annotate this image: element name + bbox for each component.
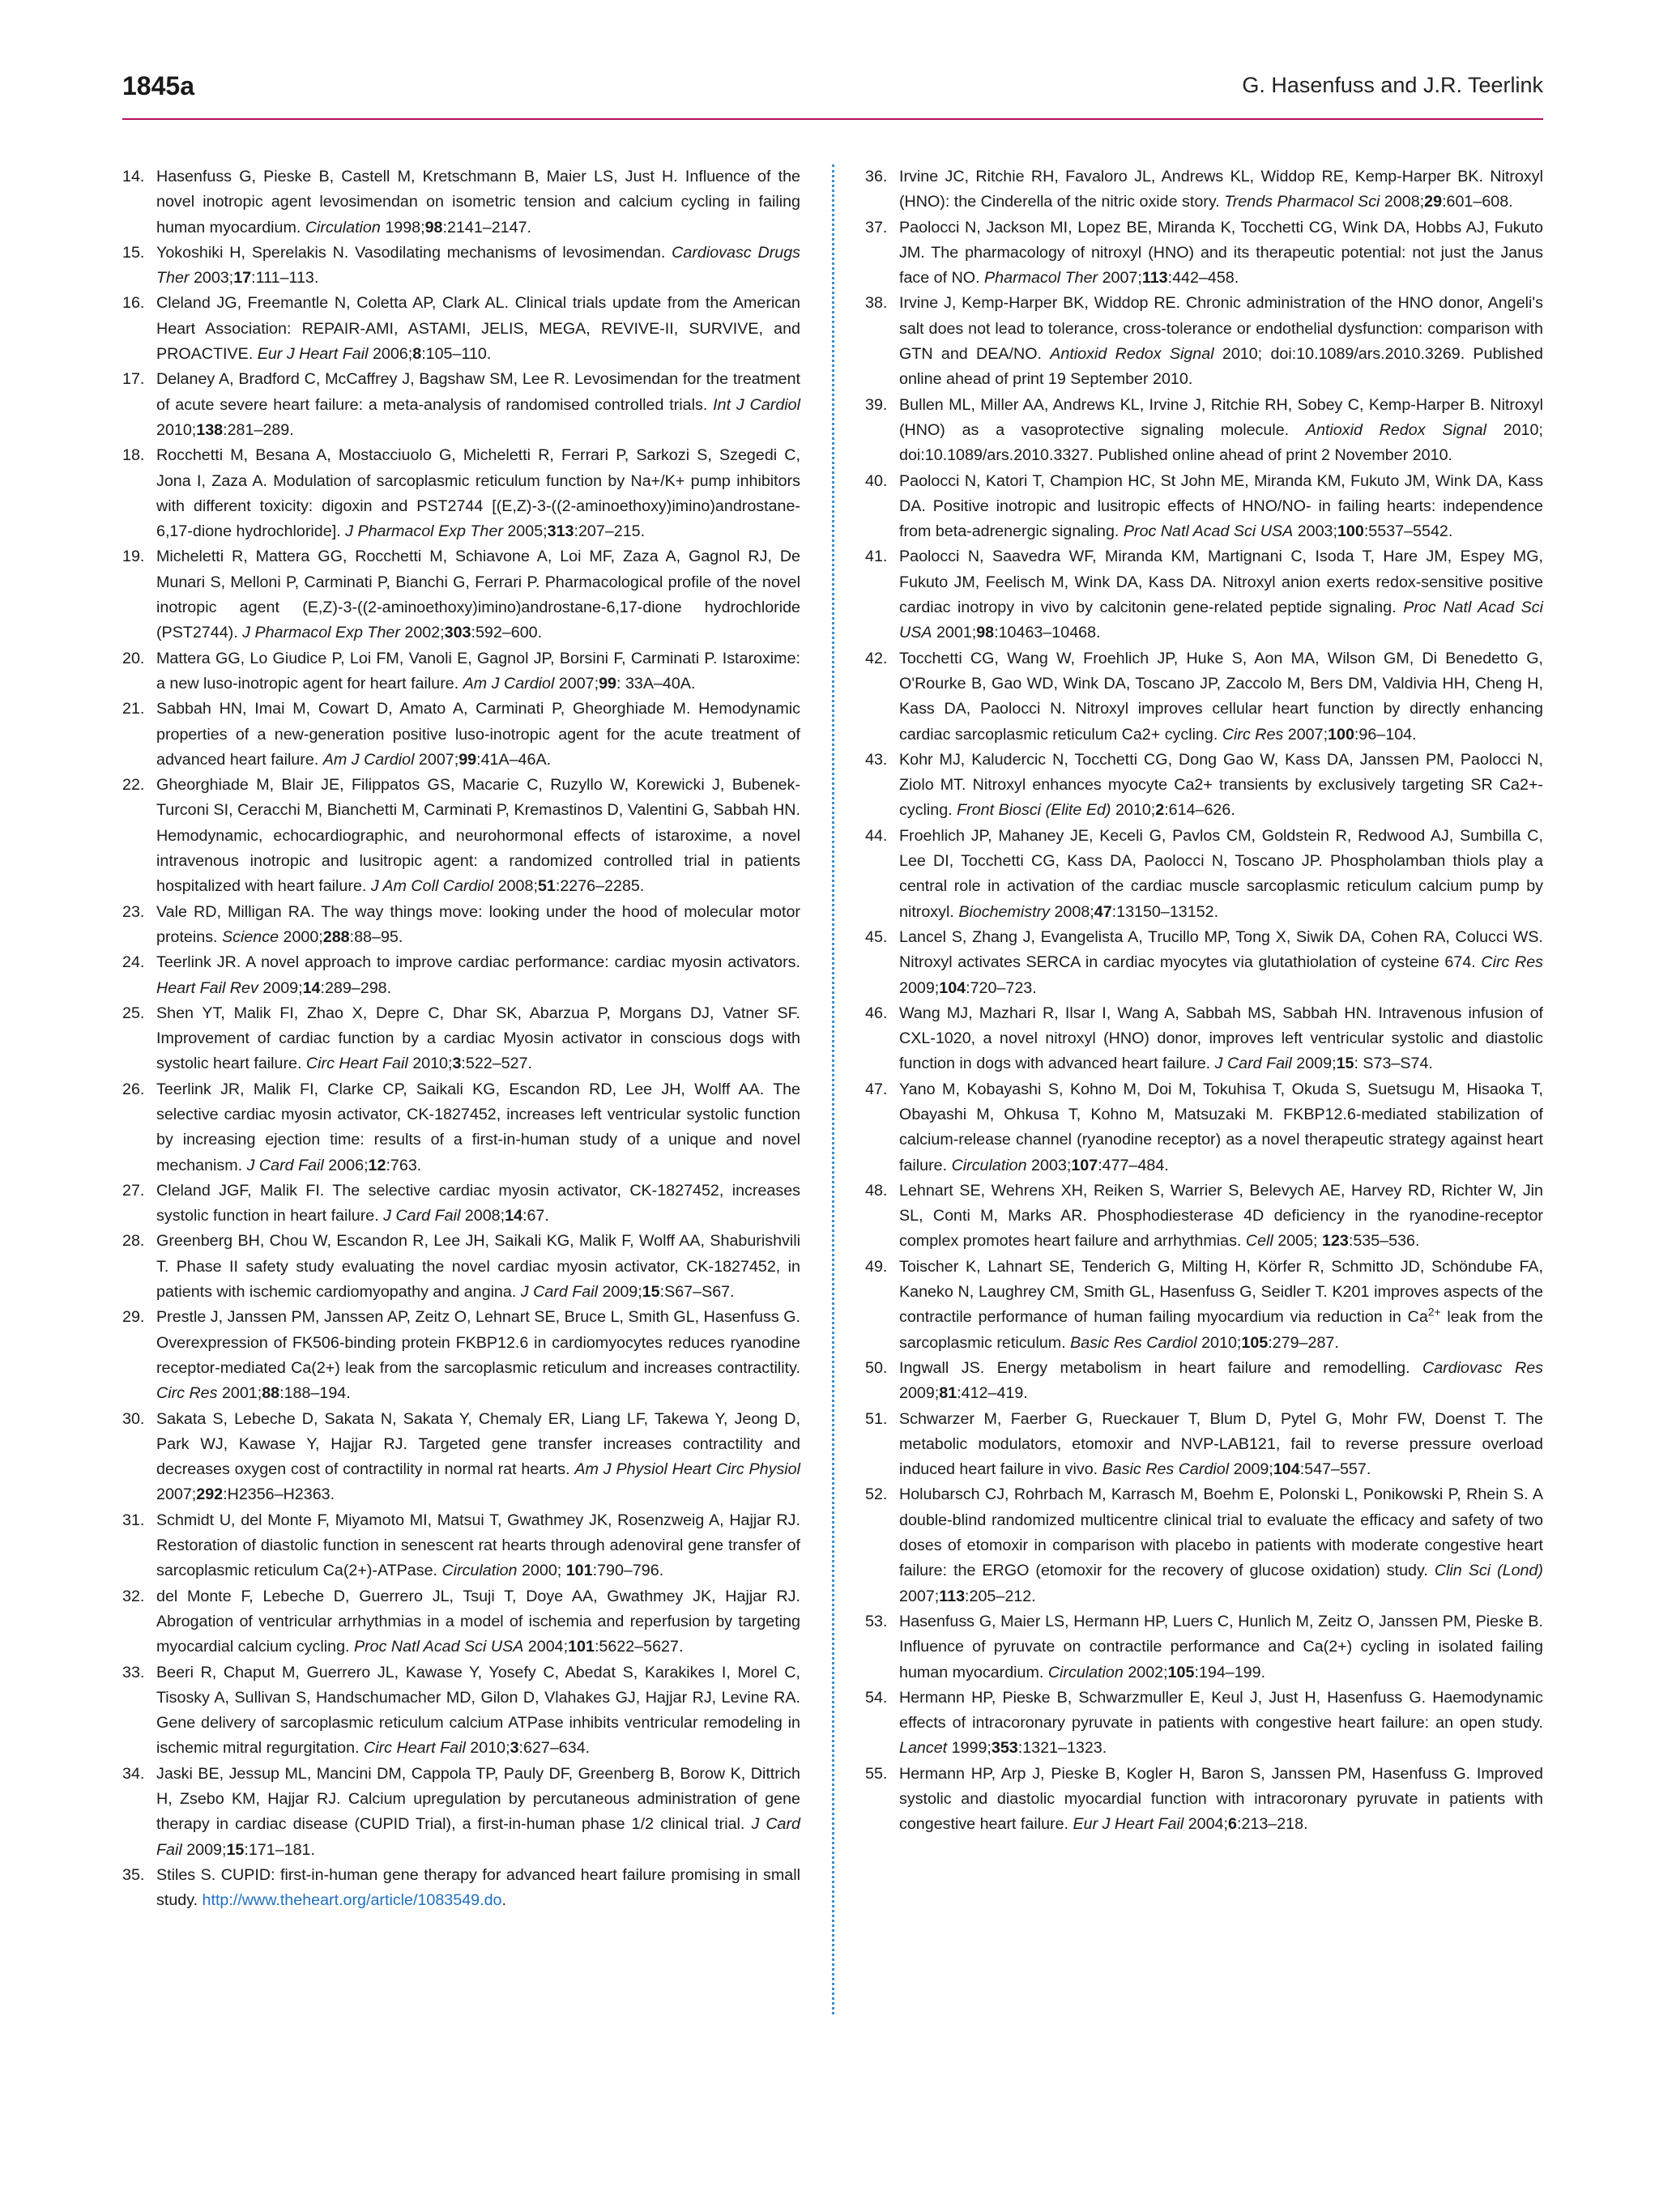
reference-text: Kohr MJ, Kaludercic N, Tocchetti CG, Dong Gao W, Kass DA, Janssen PM, Paolocci N, Ziolo MT. Nitroxyl enhances myocyte Ca2+ transients by exclusively targeting SR Ca2+-cycling. Front Biosci (Elite Ed) 2010;2:614–626. <box>899 750 1543 820</box>
reference-number: 35. <box>122 1865 145 1884</box>
reference-text: Teerlink JR. A novel approach to improve cardiac performance: cardiac myosin activators. Heart Fail Rev 2009;14:289–298. <box>156 953 800 997</box>
reference-number: 46. <box>865 1004 888 1022</box>
reference-number: 15. <box>122 243 145 262</box>
reference-text: Hermann HP, Arp J, Pieske B, Kogler H, Baron S, Janssen PM, Hasenfuss G. Improved systolic and diastolic myocardial function with intracoronary pyruvate in patients with congestive heart failure. Eur J Heart Fail 2004;6:213–218. <box>899 1764 1543 1834</box>
reference-text: Jaski BE, Jessup ML, Mancini DM, Cappola TP, Pauly DF, Greenberg B, Borow K, Dittrich H, Zsebo KM, Hajjar RJ. Calcium upregulation by percutaneous administration of gene therapy in cardiac disease (CUPID Trial), a first-in-human phase 1/2 clinical trial. J Card Fail 2009;15:171–181. <box>156 1764 800 1859</box>
reference-number: 26. <box>122 1080 145 1098</box>
reference-number: 21. <box>122 700 145 718</box>
reference-number: 36. <box>865 168 888 185</box>
reference-item <box>865 1178 1543 1255</box>
reference-text: Stiles S. CUPID: first-in-human gene therapy for advanced heart failure promising in small study. http://www.theheart.org/article/1083549.do. <box>156 1865 800 1910</box>
reference-text: Wang MJ, Mazhari R, Ilsar I, Wang A, Sabbah MS, Sabbah HN. Intravenous infusion of CXL-1020, a novel nitroxyl (HNO) donor, improves left ventricular systolic and diastolic function in dogs with advanced heart failure. J Card Fail 2009;15: S73–S74. <box>899 1004 1543 1073</box>
reference-number: 53. <box>865 1612 888 1630</box>
reference-text: Rocchetti M, Besana A, Mostacciuolo G, Micheletti R, Ferrari P, Sarkozi S, Szegedi C, Jona I, Zaza A. Modulation of sarcoplasmic reticulum function by Na+/K+ pump inhibitors with different toxicity: digoxin and PST2744 [(E,Z)-3-((2-aminoethoxy)imino)androstane-6,17-dione hydrochloride]. J Pharmacol Exp Ther 2005;313:207–215. <box>156 446 800 541</box>
reference-number: 22. <box>122 776 145 795</box>
reference-item <box>122 950 800 1001</box>
reference-number: 45. <box>865 927 888 946</box>
reference-item <box>865 1762 1543 1838</box>
reference-item <box>122 1229 800 1305</box>
reference-item <box>865 469 1543 545</box>
reference-item <box>865 1686 1543 1762</box>
reference-text: Hermann HP, Pieske B, Schwarzmuller E, Keul J, Just H, Hasenfuss G. Haemodynamic effects of intracoronary pyruvate in patients with congestive heart failure: an open study. Lancet 1999;353:1321–1323. <box>899 1688 1543 1758</box>
reference-number: 25. <box>122 1004 145 1022</box>
reference-number: 34. <box>122 1764 145 1783</box>
reference-text: Micheletti R, Mattera GG, Rocchetti M, Schiavone A, Loi MF, Zaza A, Gagnol RJ, De Munari S, Melloni P, Carminati P, Bianchi G, Ferrari P. Pharmacological profile of the novel inotropic agent (E,Z)-3-((2-aminoethoxy)imino)androstane-6,17-dione hydrochloride (PST2744). J Pharmacol Exp Ther 2002;303:592–600. <box>156 548 800 642</box>
reference-item <box>865 164 1543 215</box>
reference-item <box>865 393 1543 469</box>
reference-text: Irvine JC, Ritchie RH, Favaloro JL, Andrews KL, Widdop RE, Kemp-Harper BK. Nitroxyl (HNO): the Cinderella of the nitric oxide story. Trends Pharmacol Sci 2008;29:601–608. <box>899 168 1543 211</box>
reference-number: 17. <box>122 370 145 389</box>
reference-item <box>865 544 1543 646</box>
reference-item <box>122 1407 800 1508</box>
reference-text: Mattera GG, Lo Giudice P, Loi FM, Vanoli E, Gagnol JP, Borsini F, Carminati P. Istaroxime: a new luso-inotropic agent for heart failure. Am J Cardiol 2007;99: 33A–40A. <box>156 649 800 693</box>
reference-item <box>865 1407 1543 1483</box>
reference-number: 47. <box>865 1080 888 1098</box>
reference-item <box>122 1305 800 1406</box>
reference-text: Gheorghiade M, Blair JE, Filippatos GS, Macarie C, Ruzyllo W, Korewicki J, Bubenek-Turconi SI, Ceracchi M, Bianchetti M, Carminati P, Kremastinos D, Valentini G, Sabbah HN. Hemodynamic, echocardiographic, and neurohormonal effects of istaroxime, a novel intravenous inotropic and lusitropic agent: a randomized controlled trial in patients hospitalized with heart failure. J Am Coll Cardiol 2008;51:2276–2285. <box>156 776 800 896</box>
running-head-authors: G. Hasenfuss and J.R. Teerlink <box>1242 73 1543 97</box>
reference-text: Hasenfuss G, Maier LS, Hermann HP, Luers C, Hunlich M, Zeitz O, Janssen PM, Pieske B. Influence of pyruvate on contractile performance and Ca(2+) cycling in isolated failing human myocardium. Circulation 2002;105:194–199. <box>899 1612 1543 1681</box>
reference-text: Cleland JG, Freemantle N, Coletta AP, Clark AL. Clinical trials update from the American Heart Association: REPAIR-AMI, ASTAMI, JELIS, MEGA, REVIVE-II, SURVIVE, and PROACTIVE. Eur J Heart Fail 2006;8:105–110. <box>156 294 800 364</box>
reference-number: 33. <box>122 1663 145 1681</box>
reference-number: 31. <box>122 1511 145 1529</box>
reference-item <box>122 291 800 367</box>
column-divider <box>832 164 834 2014</box>
reference-number: 49. <box>865 1257 888 1276</box>
reference-item <box>122 900 800 951</box>
reference-text: Schmidt U, del Monte F, Miyamoto MI, Matsui T, Gwathmey JK, Rosenzweig A, Hajjar RJ. Restoration of diastolic function in senescent rat hearts through adenoviral gene transfer of sarcoplasmic reticulum Ca(2+)-ATPase. Circulation 2000; 101:790–796. <box>156 1511 800 1580</box>
reference-item <box>865 1077 1543 1178</box>
reference-number: 42. <box>865 649 888 667</box>
reference-text: Lehnart SE, Wehrens XH, Reiken S, Warrier S, Belevych AE, Harvey RD, Richter W, Jin SL, Conti M, Marks AR. Phosphodiesterase 4D deficiency in the ryanodine-receptor complex promotes heart failure and arrhythmias. Cell 2005; 123:535–536. <box>899 1181 1543 1251</box>
reference-item <box>122 773 800 899</box>
reference-item <box>122 1001 800 1077</box>
reference-item <box>865 1482 1543 1609</box>
reference-number: 27. <box>122 1181 145 1200</box>
reference-text: Irvine J, Kemp-Harper BK, Widdop RE. Chronic administration of the HNO donor, Angeli's salt does not lead to tolerance, cross-tolerance or endothelial dysfunction: comparison with GTN and DEA/NO. Antioxid Redox Signal 2010; doi:10.1089/ars.2010.3269. Published online ahead of print 19 September 2010. <box>899 294 1543 389</box>
reference-item <box>122 164 800 241</box>
reference-number: 19. <box>122 548 145 566</box>
reference-text: Delaney A, Bradford C, McCaffrey J, Bagshaw SM, Lee R. Levosimendan for the treatment of acute severe heart failure: a meta-analysis of randomised controlled trials. Int J Cardiol 2010;138:281–289. <box>156 370 800 439</box>
reference-item <box>865 1255 1543 1356</box>
reference-item <box>122 367 800 443</box>
reference-text: Shen YT, Malik FI, Zhao X, Depre C, Dhar SK, Abarzua P, Morgans DJ, Vatner SF. Improvement of cardiac function by a cardiac Myosin activator in conscious dogs with systolic heart failure. Circ Heart Fail 2010;3:522–527. <box>156 1004 800 1073</box>
reference-item <box>122 1660 800 1762</box>
reference-item <box>865 925 1543 1001</box>
reference-item <box>865 646 1543 748</box>
reference-text: Bullen ML, Miller AA, Andrews KL, Irvine J, Ritchie RH, Sobey C, Kemp-Harper B. Nitroxyl (HNO) as a vasoprotective signaling molecule. Antioxid Redox Signal 2010; doi:10.1089/ars.2010.3327. Published online ahead of print 2 November 2010. <box>899 395 1543 465</box>
reference-item <box>122 1863 800 1914</box>
reference-item <box>122 1077 800 1178</box>
page-header <box>122 71 1543 120</box>
reference-number: 43. <box>865 750 888 769</box>
reference-item <box>865 748 1543 824</box>
references-column-right <box>865 164 1543 1838</box>
reference-item <box>122 646 800 697</box>
reference-item <box>865 291 1543 392</box>
reference-item <box>122 241 800 292</box>
reference-text: Tocchetti CG, Wang W, Froehlich JP, Huke S, Aon MA, Wilson GM, Di Benedetto G, O'Rourke B, Gao WD, Wink DA, Toscano JP, Zaccolo M, Bers DM, Valdivia HH, Cheng H, Kass DA, Paolocci N. Nitroxyl improves cellular heart function by directly enhancing cardiac sarcoplasmic reticulum Ca2+ cycling. Circ Res 2007;100:96–104. <box>899 649 1543 744</box>
reference-number: 39. <box>865 395 888 414</box>
reference-item <box>122 443 800 544</box>
reference-text: Greenberg BH, Chou W, Escandon R, Lee JH, Saikali KG, Malik F, Wolff AA, Shaburishvili T. Phase II safety study evaluating the novel cardiac myosin activator, CK-1827452, in patients with ischemic cardiomyopathy and angina. J Card Fail 2009;15:S67–S67. <box>156 1232 800 1302</box>
reference-text: Hasenfuss G, Pieske B, Castell M, Kretschmann B, Maier LS, Just H. Influence of the novel inotropic agent levosimendan on isometric tension and calcium cycling in failing human myocardium. Circulation 1998;98:2141–2147. <box>156 168 800 237</box>
reference-number: 37. <box>865 218 888 237</box>
reference-text: Prestle J, Janssen PM, Janssen AP, Zeitz O, Lehnart SE, Bruce L, Smith GL, Hasenfuss G. Overexpression of FK506-binding protein FKBP12.6 in cardiomyocytes reduces ryanodine receptor-mediated Ca(2+) leak from the sarcoplasmic reticulum and increases contractility. Circ Res 2001;88:188–194. <box>156 1308 800 1403</box>
reference-item <box>865 1356 1543 1407</box>
reference-number: 52. <box>865 1485 888 1504</box>
reference-text: Vale RD, Milligan RA. The way things move: looking under the hood of molecular motor proteins. Science 2000;288:88–95. <box>156 902 800 946</box>
reference-item <box>865 1001 1543 1077</box>
reference-text: Paolocci N, Jackson MI, Lopez BE, Miranda K, Tocchetti CG, Wink DA, Hobbs AJ, Fukuto JM. The pharmacology of nitroxyl (HNO) and its therapeutic potential: not just the Janus face of NO. Pharmacol Ther 2007;113:442–458. <box>899 218 1543 288</box>
reference-text: Schwarzer M, Faerber G, Rueckauer T, Blum D, Pytel G, Mohr FW, Doenst T. The metabolic modulators, etomoxir and NVP-LAB121, fail to reverse pressure overload induced heart failure in vivo. Basic Res Cardiol 2009;104:547–557. <box>899 1409 1543 1479</box>
reference-item <box>122 697 800 773</box>
reference-item <box>865 215 1543 292</box>
reference-item <box>122 544 800 646</box>
reference-number: 16. <box>122 294 145 313</box>
reference-text: Teerlink JR, Malik FI, Clarke CP, Saikali KG, Escandon RD, Lee JH, Wolff AA. The selective cardiac myosin activator, CK-1827452, increases left ventricular systolic function by increasing ejection time: results of a first-in-human study of a unique and novel mechanism. J Card Fail 2006;12:763. <box>156 1080 800 1174</box>
reference-number: 50. <box>865 1358 888 1377</box>
reference-text: del Monte F, Lebeche D, Guerrero JL, Tsuji T, Doye AA, Gwathmey JK, Hajjar RJ. Abrogation of ventricular arrhythmias in a model of ischemia and reperfusion by targeting myocardial calcium cycling. Proc Natl Acad Sci USA 2004;101:5622–5627. <box>156 1587 800 1656</box>
reference-item <box>865 824 1543 925</box>
reference-number: 20. <box>122 649 145 667</box>
reference-item <box>122 1584 800 1660</box>
reference-text: Sakata S, Lebeche D, Sakata N, Sakata Y, Chemaly ER, Liang LF, Takewa Y, Jeong D, Park WJ, Kawase Y, Hajjar RJ. Targeted gene transfer increases contractility and decreases oxygen cost of contractility in normal rat hearts. Am J Physiol Heart Circ Physiol 2007;292:H2356–H2363. <box>156 1409 800 1504</box>
reference-number: 24. <box>122 953 145 972</box>
reference-text: Yokoshiki H, Sperelakis N. Vasodilating mechanisms of levosimendan. Cardiovasc Drugs Ther 2003;17:111–113. <box>156 243 800 288</box>
reference-number: 40. <box>865 471 888 490</box>
reference-number: 48. <box>865 1181 888 1200</box>
page-number: 1845a <box>122 71 194 100</box>
reference-number: 30. <box>122 1409 145 1428</box>
reference-text: Beeri R, Chaput M, Guerrero JL, Kawase Y, Yosefy C, Abedat S, Karakikes I, Morel C, Tisosky A, Sullivan S, Handschumacher MD, Gilon D, Vlahakes GJ, Hajjar RJ, Levine RA. Gene delivery of sarcoplasmic reticulum calcium ATPase inhibits ventricular remodeling in ischemic mitral regurgitation. Circ Heart Fail 2010;3:627–634. <box>156 1663 800 1758</box>
reference-text: Paolocci N, Katori T, Champion HC, St John ME, Miranda KM, Fukuto JM, Wink DA, Kass DA. Positive inotropic and lusitropic effects of HNO/NO- in failing hearts: independence from beta-adrenergic signaling. Proc Natl Acad Sci USA 2003;100:5537–5542. <box>899 471 1543 541</box>
reference-number: 54. <box>865 1688 888 1707</box>
reference-number: 44. <box>865 826 888 845</box>
reference-item <box>122 1508 800 1584</box>
reference-text: Paolocci N, Saavedra WF, Miranda KM, Martignani C, Isoda T, Hare JM, Espey MG, Fukuto JM, Feelisch M, Wink DA, Kass DA. Nitroxyl anion exerts redox-sensitive positive cardiac inotropy in vivo by calcitonin gene-related peptide signaling. Proc Natl Acad Sci USA 2001;98:10463–10468. <box>899 548 1543 642</box>
reference-item <box>865 1609 1543 1686</box>
references-column-left <box>122 164 800 1913</box>
reference-number: 28. <box>122 1232 145 1251</box>
reference-text: Toischer K, Lahnart SE, Tenderich G, Milting H, Körfer R, Schmitto JD, Schöndube FA, Kaneko N, Laughrey CM, Smith GL, Hasenfuss G, Seidler T. K201 improves aspects of the contractile performance of human failing myocardium via reduction in $Ca^{2+}$ leak from the sarcoplasmic reticulum. Basic Res Cardiol 2010;105:279–287. <box>899 1257 1543 1352</box>
reference-number: 14. <box>122 168 145 185</box>
reference-number: 29. <box>122 1308 145 1327</box>
reference-text: Ingwall JS. Energy metabolism in heart failure and remodelling. Cardiovasc Res 2009;81:412–419. <box>899 1358 1543 1403</box>
reference-number: 51. <box>865 1409 888 1428</box>
reference-item <box>122 1762 800 1863</box>
reference-number: 18. <box>122 446 145 465</box>
reference-text: Yano M, Kobayashi S, Kohno M, Doi M, Tokuhisa T, Okuda S, Suetsugu M, Hisaoka T, Obayashi M, Ohkusa T, Kohno M, Matsuzaki M. FKBP12.6-mediated stabilization of calcium-release channel (ryanodine receptor) as a novel therapeutic strategy against heart failure. Circulation 2003;107:477–484. <box>899 1080 1543 1174</box>
reference-item <box>122 1178 800 1230</box>
reference-text: Cleland JGF, Malik FI. The selective cardiac myosin activator, CK-1827452, increases systolic function in heart failure. J Card Fail 2008;14:67. <box>156 1181 800 1225</box>
reference-number: 38. <box>865 294 888 313</box>
reference-text: Froehlich JP, Mahaney JE, Keceli G, Pavlos CM, Goldstein R, Redwood AJ, Sumbilla C, Lee DI, Tocchetti CG, Kass DA, Paolocci N, Toscano JP. Phospholamban thiols play a central role in activation of the cardiac muscle sarcoplasmic reticulum calcium pump by nitroxyl. Biochemistry 2008;47:13150–13152. <box>899 826 1543 921</box>
reference-number: 32. <box>122 1587 145 1605</box>
reference-number: 55. <box>865 1764 888 1783</box>
reference-text: Lancel S, Zhang J, Evangelista A, Trucillo MP, Tong X, Siwik DA, Cohen RA, Colucci WS. Nitroxyl activates SERCA in cardiac myocytes via glutathiolation of cysteine 674. Circ Res 2009;104:720–723. <box>899 927 1543 997</box>
reference-number: 41. <box>865 548 888 566</box>
reference-text: Holubarsch CJ, Rohrbach M, Karrasch M, Boehm E, Polonski L, Ponikowski P, Rhein S. A double-blind randomized multicentre clinical trial to evaluate the efficacy and safety of two doses of etomoxir in comparison with placebo in patients with moderate congestive heart failure: the ERGO (etomoxir for the recovery of glucose oxidation) study. Clin Sci (Lond) 2007;113:205–212. <box>899 1485 1543 1605</box>
reference-text: Sabbah HN, Imai M, Cowart D, Amato A, Carminati P, Gheorghiade M. Hemodynamic properties of a new-generation positive luso-inotropic agent for the acute treatment of advanced heart failure. Am J Cardiol 2007;99:41A–46A. <box>156 700 800 769</box>
reference-link[interactable]: http://www.theheart.org/article/1083549.do <box>202 1891 502 1910</box>
reference-number: 23. <box>122 902 145 921</box>
